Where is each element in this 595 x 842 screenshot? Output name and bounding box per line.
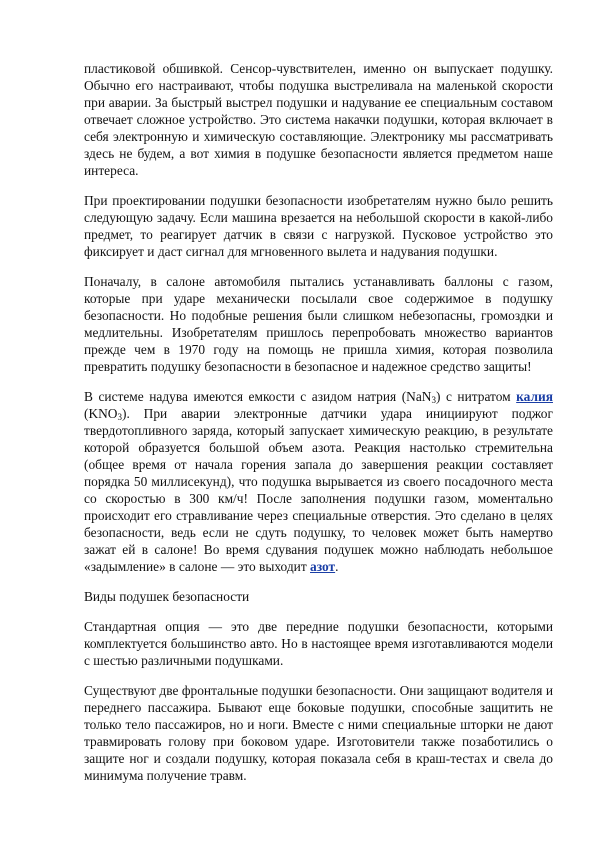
paragraph-airbag-types: Существуют две фронтальные подушки безопасности. Они защищают водителя и переднего пассажира. Бывают еще боковые подушки, способные защитить не только тело пассажиров, но и ноги. Вместе с ними специальные шторки не дают травмировать голову при боковом ударе. Изготовители также позаботились о защите ног и создали подушку, которая показала себя в краш-тестах и свела до минимума получение травм. [84, 683, 553, 783]
text-segment: В системе надува имеются емкости с азидом натрия (NaN [84, 389, 432, 404]
paragraph-inflation-system [84, 388, 553, 575]
text-segment: ) с нитратом [435, 389, 517, 404]
paragraph-sensor: пластиковой обшивкой. Сенсор-чувствителен, именно он выпускает подушку. Обычно его настраивают, чтобы подушка выстреливала на маленькой скорости при аварии. За быстрый выстрел подушки и надувание ее специальным составом отвечает сложное устройство. Это система накачки подушки, которая включает в себя электронную и химическую составляющие. Электронику мы рассматривать здесь не будем, а вот химия в подушке безопасности является предметом наше интереса. [84, 61, 553, 178]
text-segment: ). При аварии электронные датчики удара инициируют поджог твердотопливного заряда, который запускает химическую реакцию, в результате которой образуется большой объем азота. Реакция настолько стремительна (общее время от начала горения запала до завершения реакции составляет порядка 50 миллисекунд), что подушка вырывается из своего посадочного места со скоростью в 300 км/ч! После заполнения подушки газом, моментально происходит его стравливание через специальные отверстия. Это сделано в целях безопасности, ведь если не сдуть подушку, то человек может быть намертво зажат ей в салоне! Во время сдувания подушек можно наблюдать небольшое «задымление» в салоне — это выходит [84, 406, 553, 574]
text-segment: (KNO [84, 406, 118, 421]
paragraph-standard-option: Стандартная опция — это две передние подушки безопасности, которыми комплектуется большинство авто. Но в настоящее время изготавливаются модели с шестью различными подушками. [84, 619, 553, 668]
subscript: 3 [117, 412, 122, 422]
document-page [84, 60, 553, 797]
section-heading: Виды подушек безопасности [84, 589, 250, 604]
paragraph-design-task: При проектировании подушки безопасности изобретателям нужно было решить следующую задачу. Если машина врезается на небольшой скорости в какой-либо предмет, то реагирует датчик в связи с нагрузкой. Пусковое устройство это фиксирует и даст сигнал для мгновенного вылета и надувания подушки. [84, 193, 553, 259]
paragraph-history: Поначалу, в салоне автомобиля пытались устанавливать баллоны с газом, которые при ударе механически посылали свое содержимое в подушку безопасности. Но подобные решения были слишком небезопасны, громоздки и медлительны. Изобретателям пришлось перепробовать множество вариантов прежде чем в 1970 году на помощь не пришла химия, которая позволила превратить подушку безопасности в безопасное и надежное средство защиты! [84, 274, 553, 374]
nitrogen-link[interactable]: азот [310, 559, 336, 574]
text-segment: . [335, 559, 339, 574]
subscript: 3 [431, 395, 436, 405]
potassium-link[interactable]: калия [516, 389, 553, 404]
